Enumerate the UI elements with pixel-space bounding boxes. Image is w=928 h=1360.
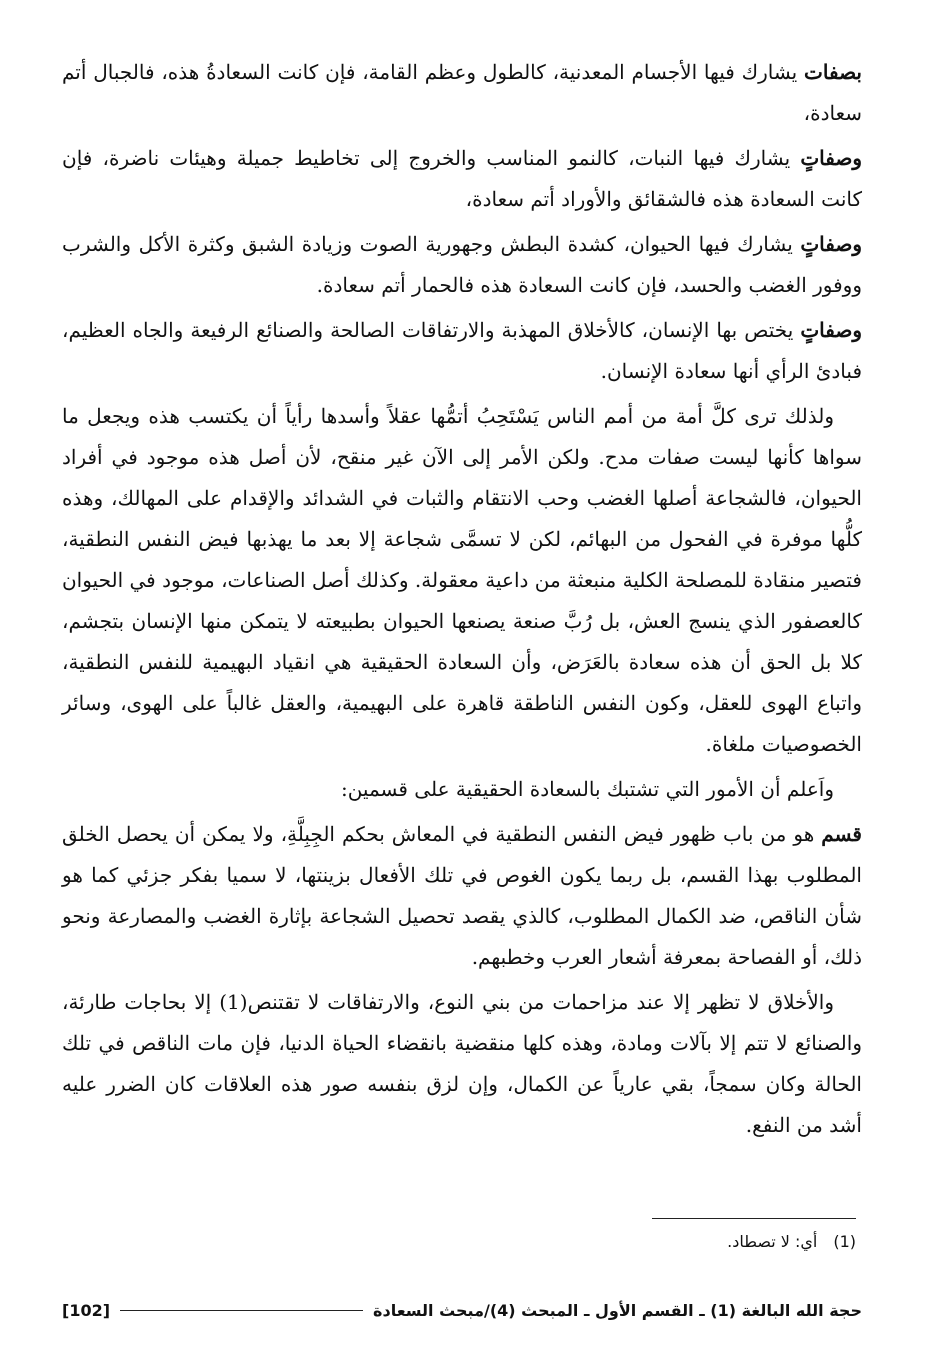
footnote-number: (1) [833,1232,856,1251]
paragraph-text: يشارك فيها النبات، كالنمو المناسب والخروج إلى تخاطيط جميلة وهيئات ناضرة، فإن كانت السعادة هذه فالشقائق والأوراد أتم سعادة، [62,146,862,211]
footer-rule [120,1310,363,1311]
paragraph-7 [62,814,862,978]
paragraph-text: واَعلم أن الأمور التي تشتبك بالسعادة الحقيقية على قسمين: [340,777,834,801]
paragraph-lead: بصفات [804,60,862,84]
paragraph-text: يختص بها الإنسان، كالأخلاق المهذبة والارتفاقات الصالحة والصنائع الرفيعة والجاه العظيم، فبادئ الرأي أنها سعادة الإنسان. [62,318,862,383]
paragraph-text: يشارك فيها الأجسام المعدنية، كالطول وعظم القامة، فإن كانت السعادةُ هذه، فالجبال أتم سعادة، [62,60,862,125]
paragraph-text: هو من باب ظهور فيض النفس النطقية في المعاش بحكم الجِبِلَّةِ، ولا يمكن أن يحصل الخلق المطلوب بهذا القسم، بل ربما يكون الغوص في تلك الأفعال بزينتها، لا سميا بفكر جزئي كما هو شأن الناقص، ضد الكمال المطلوب، كالذي يقصد تحصيل الشجاعة بإثارة الغضب والمصارعة ونحو ذلك، أو الفصاحة بمعرفة أشعار العرب وخطبهم. [62,822,862,969]
paragraph-4 [62,310,862,392]
paragraph-lead: وصفاتٍ [800,318,862,342]
paragraph-3 [62,224,862,306]
page-footer [62,1290,862,1330]
paragraph-text: يشارك فيها الحيوان، كشدة البطش وجهورية الصوت وزيادة الشبق وكثرة الأكل والشرب ووفور الغضب والحسد، فإن كانت السعادة هذه فالحمار أتم سعادة. [62,232,862,297]
page-number: [102] [62,1300,111,1320]
footnote-divider [652,1218,856,1219]
footnote [727,1232,856,1251]
running-title: حجة الله البالغة (1) ـ القسم الأول ـ المبحث (4)/مبحث السعادة [373,1300,862,1320]
paragraph-8 [62,982,862,1146]
paragraph-5 [62,396,862,765]
footnote-text: أي: لا تصطاد. [727,1232,818,1251]
paragraph-text: ولذلك ترى كلَّ أمة من أمم الناس يَسْتَحِبُ أتمُّها عقلاً وأسدها رأياً أن يكتسب هذه ويجعل ما سواها كأنها ليست صفات مدح. ولكن الأمر إلى الآن غير منقح، لأن أصل هذه موجود في أفراد الحيوان، فالشجاعة أصلها الغضب وحب الانتقام والثبات في الشدائد والإقدام على المهالك، وهذه كلُّها موفرة في الفحول من البهائم، لكن لا تسمَّى شجاعة إلا بعد ما يهذبها فيض النفس النطقية، فتصير منقادة للمصلحة الكلية منبعثة من داعية معقولة. وكذلك أصل الصناعات، موجود في الحيوان كالعصفور الذي ينسج العش، بل رُبَّ صنعة يصنعها الحيوان بطبيعته لا يتمكن منها الإنسان بتجشم، كلا بل الحق أن هذه سعادة بالعَرَض، وأن السعادة الحقيقية هي انقياد البهيمية للنفس النطقية، واتباع الهوى للعقل، وكون النفس الناطقة قاهرة على البهيمية، والعقل غالباً على الهوى، وسائر الخصوصيات ملغاة. [61,404,862,756]
paragraph-1 [62,52,862,134]
paragraph-2 [62,138,862,220]
paragraph-lead: قسم [821,822,862,846]
paragraph-lead: وصفاتٍ [800,146,862,170]
page-body [62,52,862,1150]
paragraph-text: والأخلاق لا تظهر إلا عند مزاحمات من بني النوع، والارتفاقات لا تقتنص(1) إلا بحاجات طارئة، والصنائع لا تتم إلا بآلات ومادة، وهذه كلها منقضية بانقضاء الحياة الدنيا، فإن مات الناقص في تلك الحالة وكان سمجاً، بقي عارياً عن الكمال، وإن لزق بنفسه صور هذه العلاقات كان الضرر عليه أشد من النفع. [62,990,862,1137]
paragraph-lead: وصفاتٍ [800,232,862,256]
paragraph-6 [62,769,862,810]
